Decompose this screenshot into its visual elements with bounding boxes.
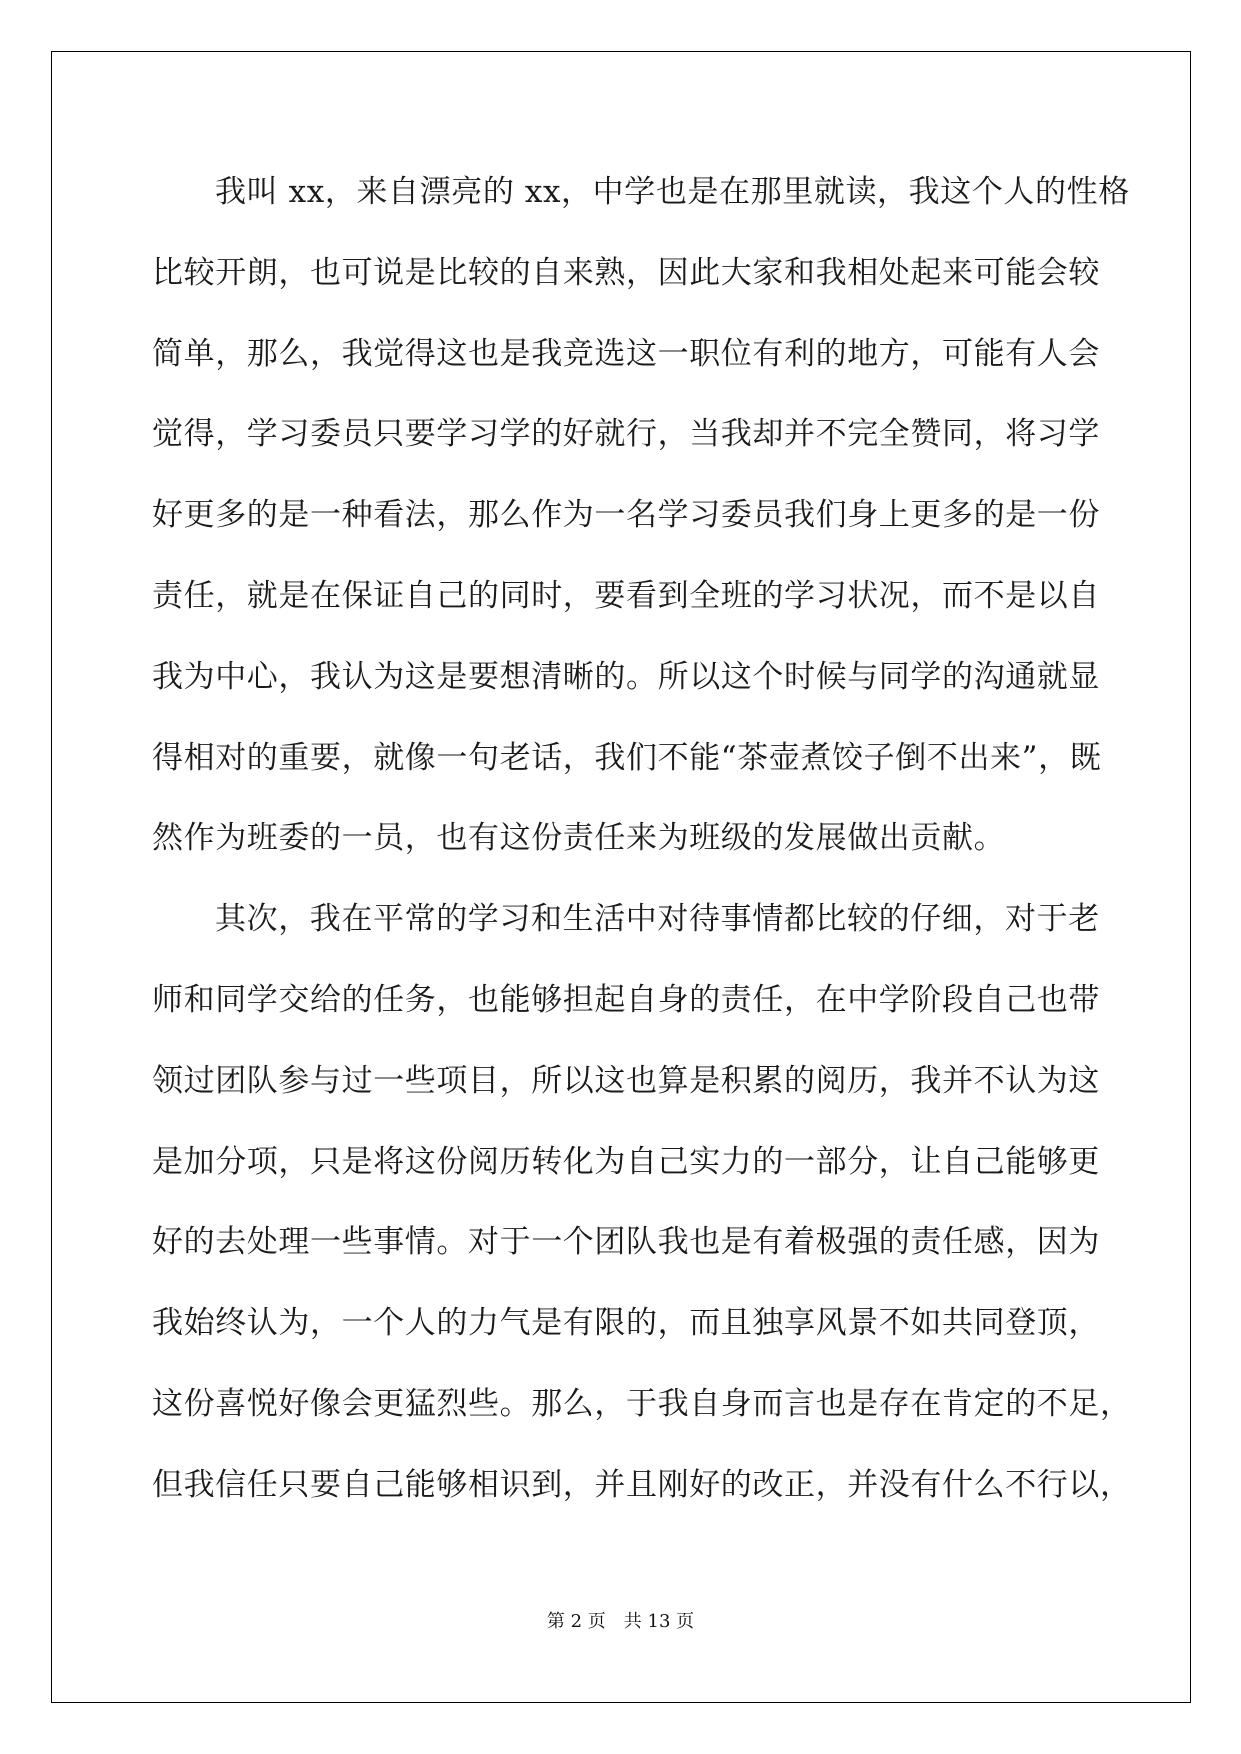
document-body — [152, 152, 1132, 1526]
paragraph-1-line: 得相对的重要，就像一句老话，我们不能“茶壶煮饺子倒不出来”，既 — [152, 739, 1102, 776]
paragraph-2-line: 好的去处理一些事情。对于一个团队我也是有着极强的责任感，因为 — [152, 1224, 1100, 1261]
paragraph-1-line: 好更多的是一种看法，那么作为一名学习委员我们身上更多的是一份 — [152, 497, 1100, 534]
paragraph-2-line: 领过团队参与过一些项目，所以这也算是积累的阅历，我并不认为这 — [152, 1062, 1100, 1099]
paragraph-2-line: 师和同学交给的任务，也能够担起自身的责任，在中学阶段自己也带 — [152, 981, 1100, 1018]
paragraph-2-line: 是加分项，只是将这份阅历转化为自己实力的一部分，让自己能够更 — [152, 1143, 1100, 1180]
paragraph-2-line: 其次，我在平常的学习和生活中对待事情都比较的仔细，对于老 — [215, 901, 1100, 938]
page-number-footer: 第 2 页 共 13 页 — [546, 1611, 695, 1632]
paragraph-2-line: 但我信任只要自己能够相识到，并且刚好的改正，并没有什么不行以， — [152, 1466, 1132, 1503]
paragraph-2-line: 我始终认为，一个人的力气是有限的，而且独享风景不如共同登顶， — [152, 1305, 1100, 1342]
paragraph-1-line: 然作为班委的一员，也有这份责任来为班级的发展做出贡献。 — [152, 820, 1006, 857]
paragraph-1-line: 我为中心，我认为这是要想清晰的。所以这个时候与同学的沟通就显 — [152, 658, 1100, 695]
paragraph-1-line: 比较开朗，也可说是比较的自来熟，因此大家和我相处起来可能会较 — [152, 254, 1100, 291]
paragraph-1-line: 简单，那么，我觉得这也是我竞选这一职位有利的地方，可能有人会 — [152, 335, 1100, 372]
paragraph-1-line: 觉得，学习委员只要学习学的好就行，当我却并不完全赞同，将习学 — [152, 416, 1100, 453]
paragraph-1-line: 我叫 xx，来自漂亮的 xx，中学也是在那里就读，我这个人的性格 — [215, 174, 1130, 210]
paragraph-2-line: 这份喜悦好像会更猛烈些。那么，于我自身而言也是存在肯定的不足， — [152, 1385, 1132, 1422]
paragraph-1-line: 责任，就是在保证自己的同时，要看到全班的学习状况，而不是以自 — [152, 577, 1100, 614]
